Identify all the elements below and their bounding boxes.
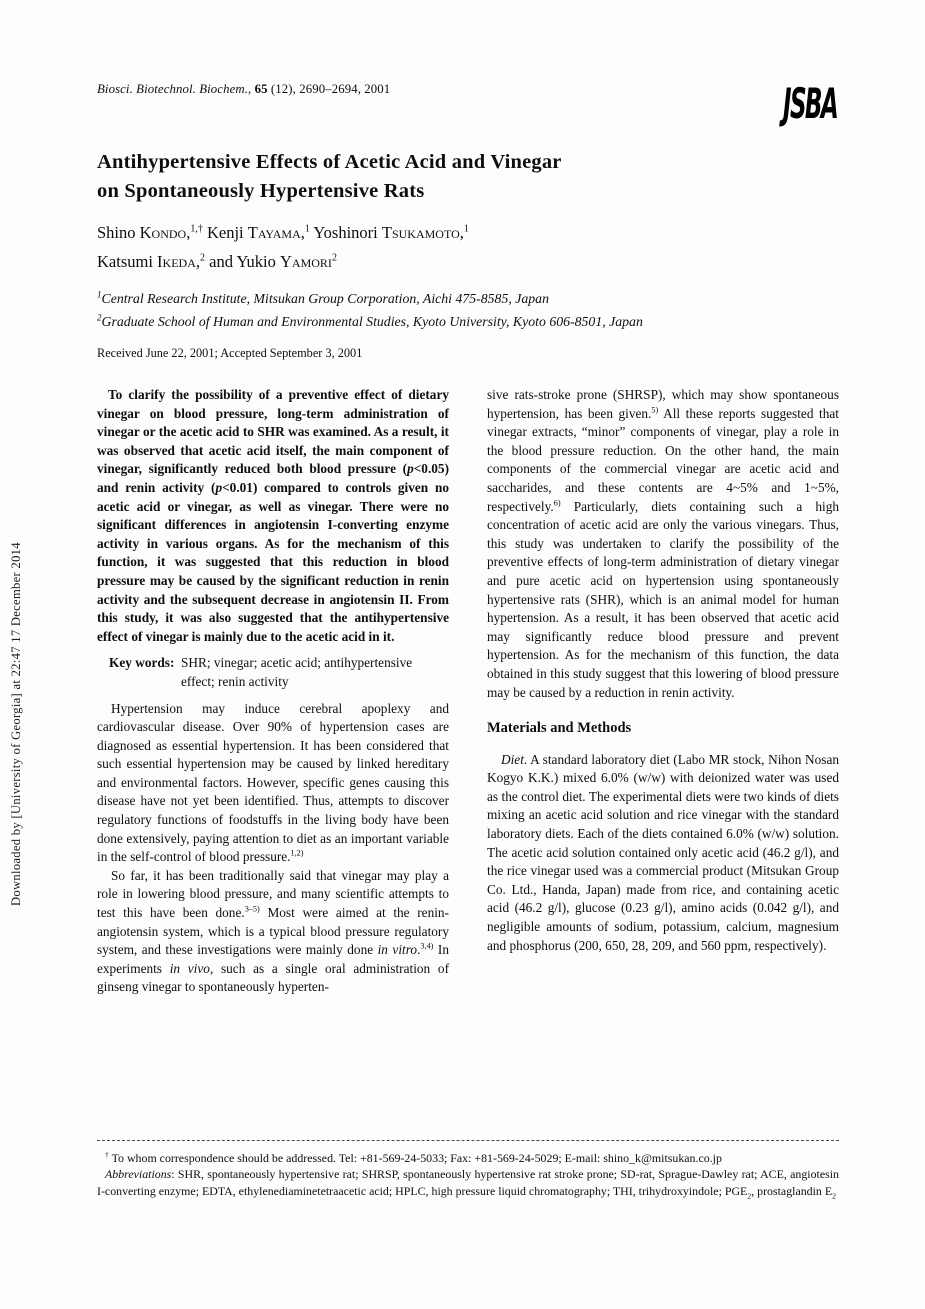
received-dates: Received June 22, 2001; Accepted September 3, 2001 <box>97 346 363 360</box>
title-line-1: Antihypertensive Effects of Acetic Acid and Vinegar <box>97 151 562 173</box>
keywords-block <box>97 654 449 691</box>
author-list <box>97 218 469 276</box>
body-columns <box>97 386 839 997</box>
abbreviations-note: Abbreviations: SHR, spontaneously hypertensive rat; SHRSP, spontaneously hypertensive rat stroke prone; SD-rat, Sprague-Dawley rat; ACE, angiotesin I-converting enzyme; EDTA, ethylenediaminetetraacetic acid; HPLC, high pressure liquid chromatography; THI, trihydroxyindole; $PGE_2$, prostaglandin $E_2$ <box>97 1167 839 1201</box>
section-heading-materials-and-methods: Materials and Methods <box>487 720 632 737</box>
diet-paragraph: Diet. A standard laboratory diet (Labo MR stock, Nihon Nosan Kogyo K.K.) mixed 6.0% (w/w) with deionized water was used as the control diet. The experimental diets were two kinds of diets mixing an acetic acid solution and rice vinegar with the standard laboratory diets. Each of the diets contained 6.0% (w/w) solution. The acetic acid solution contained only acetic acid (46.2 g/l), and the rice vinegar used was a commercial product (Mitsukan Group Co. Ltd., Handa, Japan) made from rice, and containing acetic acid (46.2 g/l), glucose (0.23 g/l), amino acids (0.042 g/l), and negligible amounts of sodium, potassium, calcium, magnesium and phosphorus (200, 650, 28, 209, and 560 ppm, respectively). <box>487 751 839 953</box>
journal-logo: JSBA <box>783 79 838 128</box>
footnote-area <box>97 1140 839 1199</box>
abstract-paragraph: To clarify the possibility of a preventive effect of dietary vinegar on blood pressure, long-term administration of vinegar or the acetic acid to SHR was examined. As a result, it was observed that acetic acid itself, the main component of vinegar, significantly reduced both blood pressure (p<0.05) and renin activity (p<0.01) compared to controls given no acetic acid or vinegar, as well as vinegar. There were no significant differences in angiotensin I-converting enzyme activity in various organs. As for the mechanism of this function, it was suggested that this reduction in blood pressure may be caused by the significant reduction in renin activity and the subsequent decrease in angiotensin II. From this study, it was also suggested that the antihypertensive effect of vinegar is mainly due to the acetic acid in it. <box>97 387 449 644</box>
author-5: and Yukio Yamori$^2$ <box>209 252 337 271</box>
affiliation-1: $^1$Central Research Institute, Mitsukan Group Corporation, Aichi 475-8585, Japan <box>97 289 549 306</box>
correspondence-note: † To whom correspondence should be addressed. Tel: +81-569-24-5033; Fax: +81-569-24-5029; E-mail: shino_k@mitsukan.co.jp <box>105 1150 722 1165</box>
keywords-text: SHR; vinegar; acetic acid; antihypertensive effect; renin activity <box>181 655 413 689</box>
download-watermark: Downloaded by [University of Georgia] at 22:47 17 December 2014 <box>9 542 23 906</box>
title-line-2: on Spontaneously Hypertensive Rats <box>97 179 425 202</box>
author-3: Yoshinori Tsukamoto,$^1$ <box>313 223 469 242</box>
intro-paragraph-3: sive rats-stroke prone (SHRSP), which may show spontaneous hypertension, has been given.$^{5)}$ All these reports suggested that vinegar extracts, “minor” components of vinegar, play a role in the blood pressure reduction. On the other hand, the main components of the commercial vinegar are acetic acid and saccharides, and these contents are 4~5% and 1~5%, respectively.$^{6)}$ Particularly, diets containing such a high concentration of acetic acid are only the various vinegars. Thus, this study was undertaken to clarify the possibility of the preventive effects of long-term administration of dietary vinegar and pure acetic acid on hypertension using spontaneously hypertensive rats (SHR), which is an animal model for human hypertension. As a result, it has been observed that acetic acid may significantly reduce blood pressure and prevent hypertension. As for the mechanism of this function, the data obtained in this study suggest that this lowering of blood pressure may be caused by a reduction in renin activity. <box>487 387 839 700</box>
affiliation-list <box>97 288 643 333</box>
journal-citation: Biosci. Biotechnol. Biochem., 65 (12), 2690–2694, 2001 <box>97 82 391 96</box>
author-2: Kenji Tayama,$^1$ <box>206 223 310 242</box>
author-1: Shino Kondo,$^{1,\dagger}$ <box>97 223 203 242</box>
article-title <box>97 148 562 205</box>
footnote-divider <box>97 1140 839 1141</box>
right-column <box>487 386 839 997</box>
intro-paragraph-2: So far, it has been traditionally said that vinegar may play a role in lowering blood pressure, and many scientific attempts to test this have been done.$^{3-5)}$ Most were aimed at the renin-angiotensin system, which is a typical blood pressure regulatory system, and these investigations were mainly done in vitro.$^{3,4)}$ In experiments in vivo, such as a single oral administration of ginseng vinegar to spontaneously hyperten- <box>97 867 449 995</box>
author-line-2 <box>97 247 469 276</box>
author-line-1 <box>97 218 469 247</box>
intro-paragraph-1: Hypertension may induce cerebral apoplexy and cardiovascular disease. Over 90% of hypertension cases are diagnosed as essential hypertension. It has been considered that such essential hypertension may be caused by linked hereditary and environmental factors. However, specific genes causing this disease have not yet been identified. Thus, attempts to discover regulatory functions of foodstuffs in the living body have been done extensively, paying attention to diet as an important variable in the self-control of blood pressure.$^{1,2)}$ <box>97 700 449 865</box>
affiliation-2: $^2$Graduate School of Human and Environmental Studies, Kyoto University, Kyoto 606-8501, Japan <box>97 311 643 329</box>
author-4: Katsumi Ikeda,$^2$ <box>97 252 205 271</box>
left-column <box>97 386 449 997</box>
keywords-label: Key words: <box>109 655 175 671</box>
